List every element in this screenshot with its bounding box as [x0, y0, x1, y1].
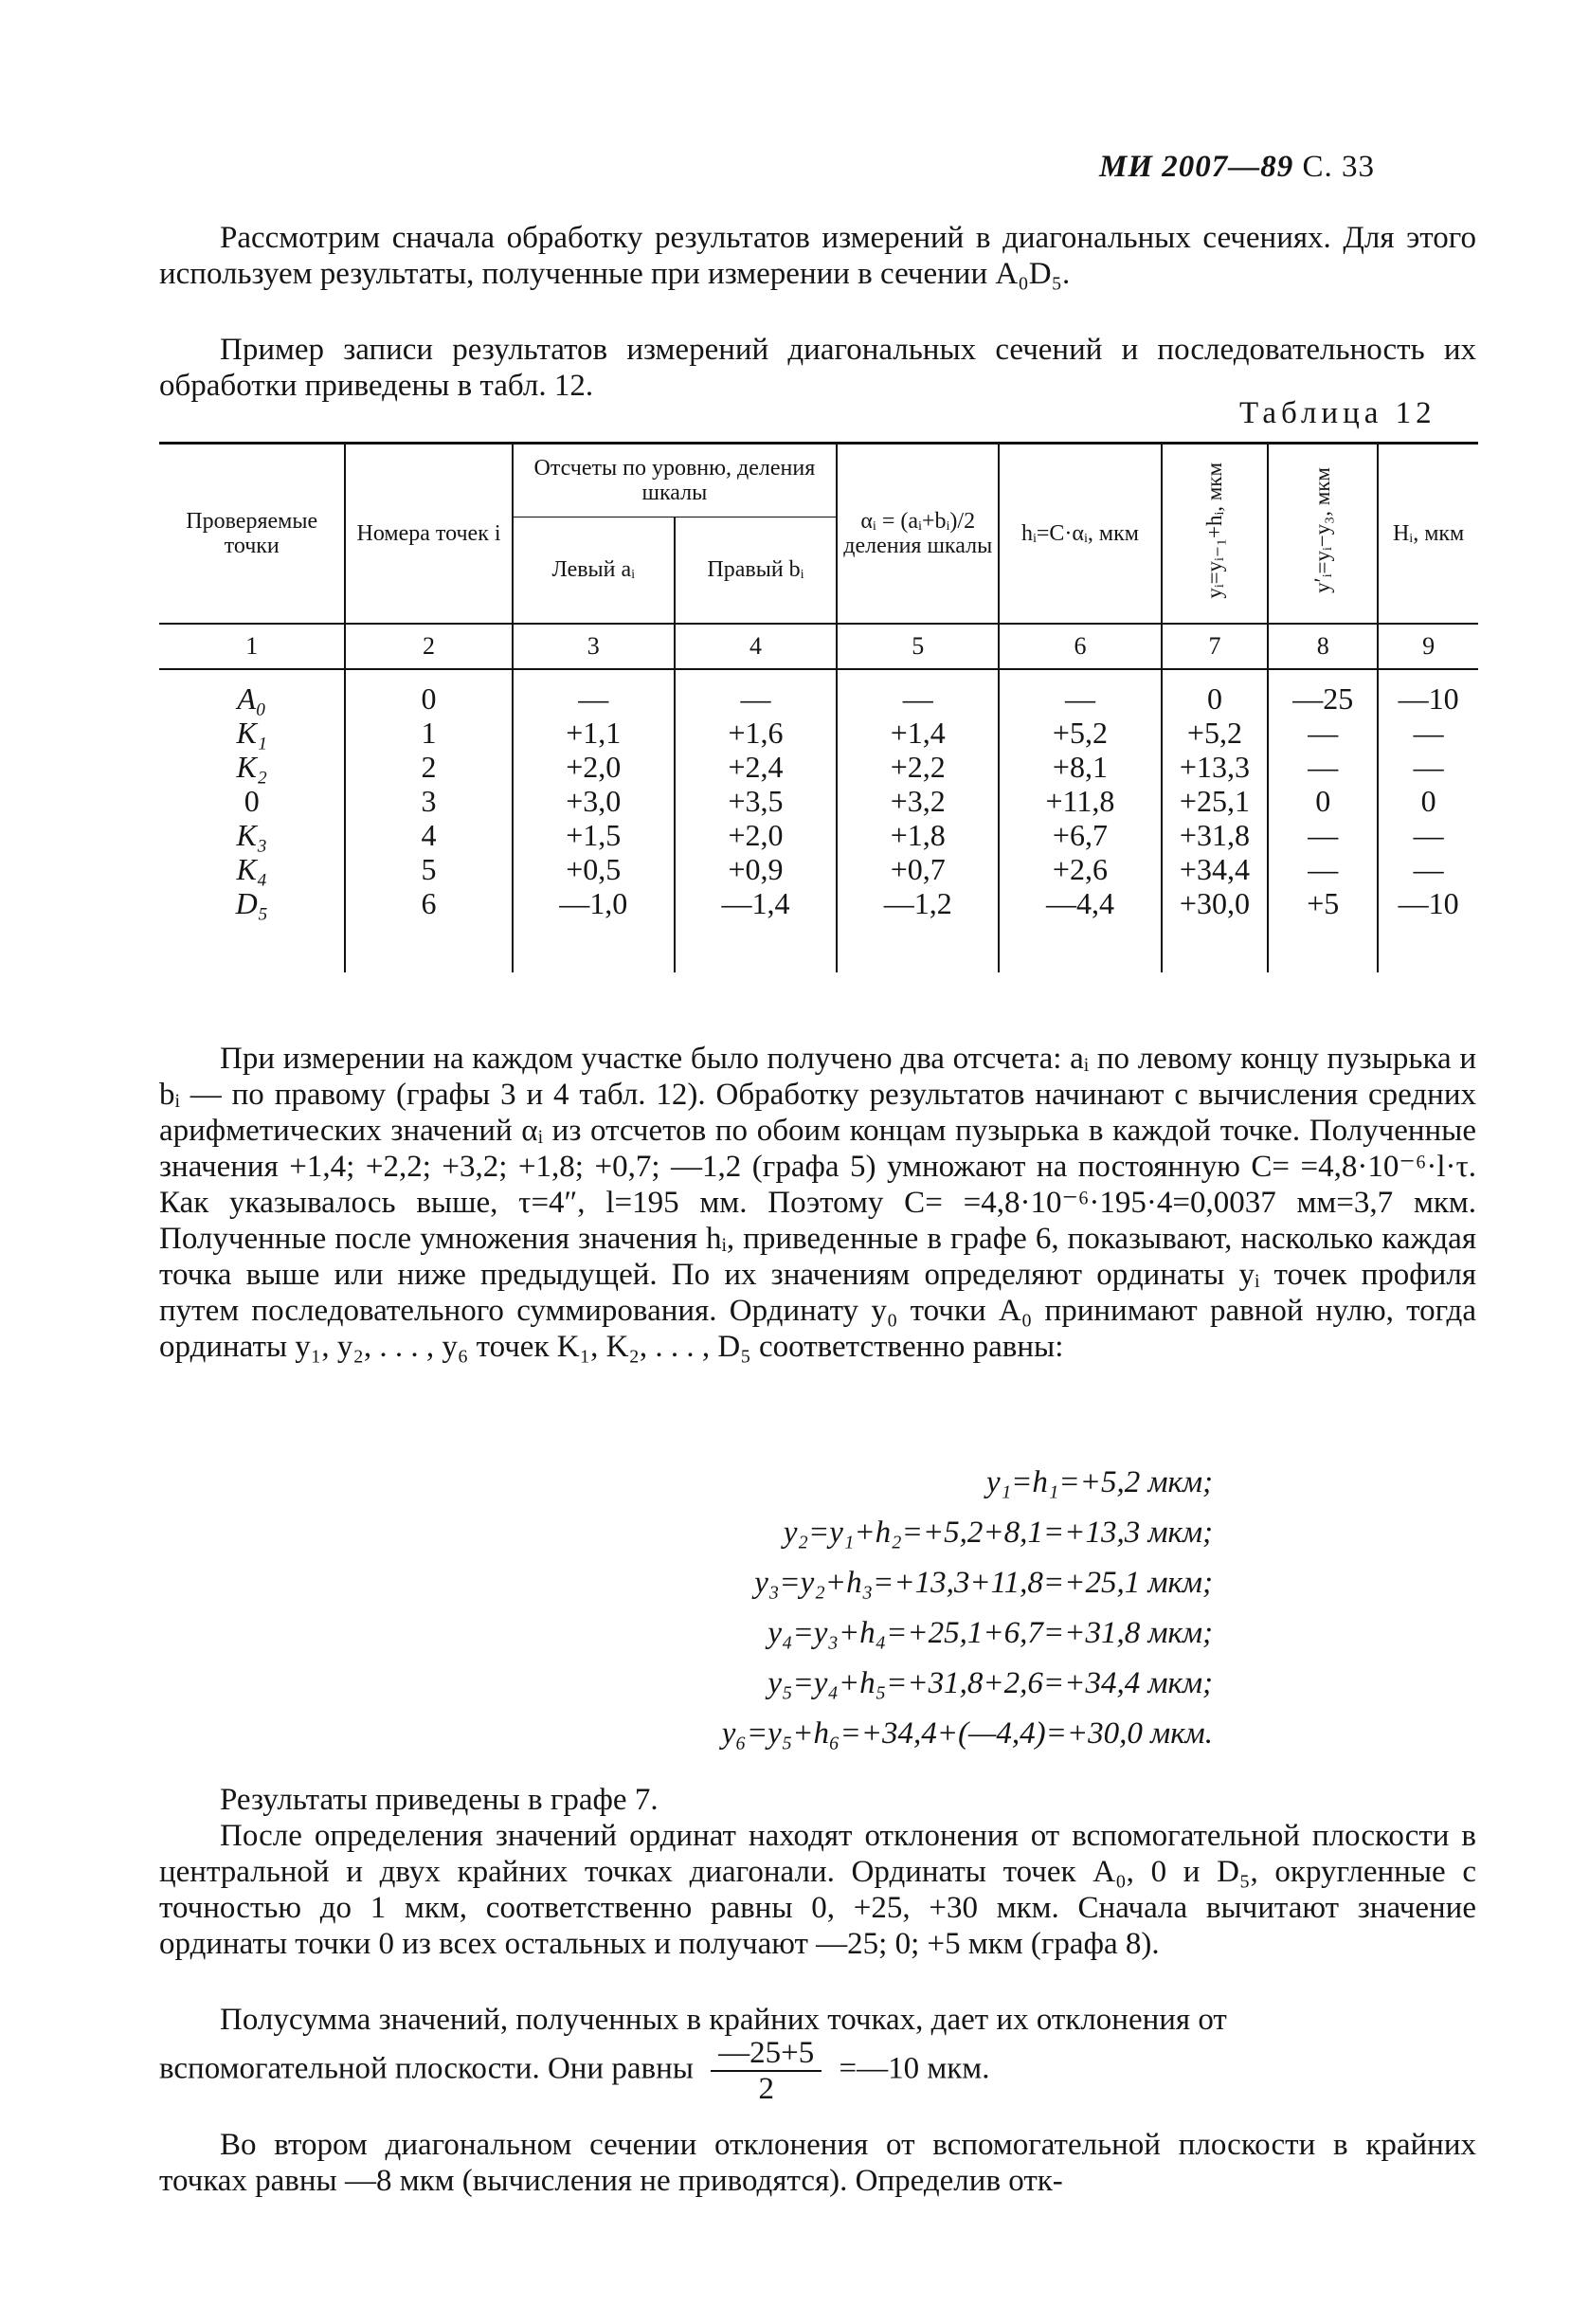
col-alpha: — +1,4 +2,2 +3,2 +1,8 +0,7 —1,2 — [837, 669, 999, 972]
body-paragraph-3: При измерении на каждом участке было получено два отсчета: aᵢ по левому концу пузырька и bᵢ — по правому (графы 3 и 4 табл. 12). Обработку результатов начинают с вычисления средних арифметических значений αᵢ из отсчетов по обоим концам пузырька в каждой точке. Полученные значения +1,4; +2,2; +3,2; +1,8; +0,7; —1,2 (графа 5) умножают на постоянную C= =4,8·10⁻⁶·l·τ. Как указывалось выше, τ=4″, l=195 мм. Поэтому C= =4,8·10⁻⁶·195·4=0,0037 мм=3,7 мкм. Полученные после умножения значения hᵢ, приведенные в графе 6, показывают, насколько каждая точка выше или ниже предыдущей. По их значениям определяют ординаты yᵢ точек профиля путем последовательного суммирования. Ординату y₀ точки A₀ принимают равной нулю, тогда ординаты y₁, y₂, . . . , y₆ точек K₁, K₂, . . . , D₅ соответственно равны: — [159, 1042, 1476, 1364]
col-points: A₀ K₁ K₂ 0 K₃ K₄ D₅ — [235, 681, 268, 920]
body-paragraph-4: Результаты приведены в графе 7. — [220, 1783, 659, 1817]
header-y: yᵢ=yᵢ₋₁+hᵢ, мкм — [1162, 444, 1269, 624]
equation-2: y₂=y₁+h₂=+5,2+8,1=+13,3 мкм; — [783, 1516, 1213, 1550]
body-paragraph-7: Во втором диагональном сечении отклонения от вспомогательной плоскости в крайних точках равны —8 мкм (вычисления не приводятся). Определив отк- — [159, 2128, 1476, 2198]
table-data-block — [159, 669, 1478, 972]
intro-paragraph-2: Пример записи результатов измерений диагональных сечений и последовательность их обработки приведены в табл. 12. — [159, 333, 1476, 403]
page-number: С. 33 — [1302, 150, 1376, 184]
results-table — [159, 442, 1478, 972]
col-right: — +1,6 +2,4 +3,5 +2,0 +0,9 —1,4 — [675, 669, 837, 972]
body-paragraph-6: Полусумма значений, полученных в крайних точках, дает их отклонения от — [220, 2003, 1227, 2037]
header-right: Правый bᵢ — [675, 517, 837, 624]
col-y-prime: —25 — — 0 — — +5 — [1268, 669, 1378, 972]
page-header — [1099, 150, 1375, 185]
equation-3: y₃=y₂+h₃=+13,3+11,8=+25,1 мкм; — [754, 1566, 1213, 1600]
equation-4: y₄=y₃+h₄=+25,1+6,7=+31,8 мкм; — [767, 1616, 1213, 1650]
body-paragraph-5: После определения значений ординат находят отклонения от вспомогательной плоскости в центральной и двух крайних точках диагонали. Ординаты точек A₀, 0 и D₅, округленные с точностью до 1 мкм, соответственно равны 0, +25, +30 мкм. Сначала вычитают значение ординаты точки 0 из всех остальных и получают —25; 0; +5 мкм (графа 8). — [159, 1819, 1476, 1961]
col-H: —10 — — 0 — — —10 — [1378, 669, 1478, 972]
header-H: Hᵢ, мкм — [1378, 444, 1478, 624]
col-numbers: 0 1 2 3 4 5 6 — [345, 669, 512, 972]
intro-paragraph-1: Рассмотрим сначала обработку результатов измерений в диагональных сечениях. Для этого используем результаты, полученные при измерении в сечении A₀D₅. — [159, 221, 1476, 291]
header-alpha: αᵢ = (aᵢ+bᵢ)/2 деления шкалы — [837, 444, 999, 624]
fraction: $\frac{—25+5}{2}$ — [711, 2036, 822, 2106]
header-checked-points: Проверяемые точки — [159, 444, 345, 624]
half-sum-formula: вспомогательной плоскости. Они равны $\frac{—25+5}{2}$ =—10 мкм. — [159, 2036, 990, 2106]
ordinate-equations — [493, 1458, 1213, 1759]
col-h: — +5,2 +8,1 +11,8 +6,7 +2,6 —4,4 — [999, 669, 1161, 972]
column-numbers-row: 1 2 3 4 5 6 7 8 9 — [159, 624, 1478, 669]
header-point-numbers: Номера точек i — [345, 444, 512, 624]
equation-5: y₅=y₄+h₅=+31,8+2,6=+34,4 мкм; — [767, 1666, 1213, 1700]
document-id: МИ 2007—89 — [1099, 150, 1294, 184]
header-left: Левый aᵢ — [513, 517, 675, 624]
col-y: 0 +5,2 +13,3 +25,1 +31,8 +34,4 +30,0 — [1162, 669, 1269, 972]
header-y-prime: y′ᵢ=yᵢ−y₃, мкм — [1268, 444, 1378, 624]
header-level-readings: Отсчеты по уровню, деления шкалы — [513, 444, 837, 517]
equation-1: y₁=h₁=+5,2 мкм; — [986, 1465, 1213, 1499]
equation-6: y₆=y₅+h₆=+34,4+(—4,4)=+30,0 мкм. — [721, 1716, 1213, 1751]
header-h: hᵢ=C·αᵢ, мкм — [999, 444, 1161, 624]
col-left: — +1,1 +2,0 +3,0 +1,5 +0,5 —1,0 — [513, 669, 675, 972]
table-title: Таблица 12 — [1239, 396, 1436, 430]
